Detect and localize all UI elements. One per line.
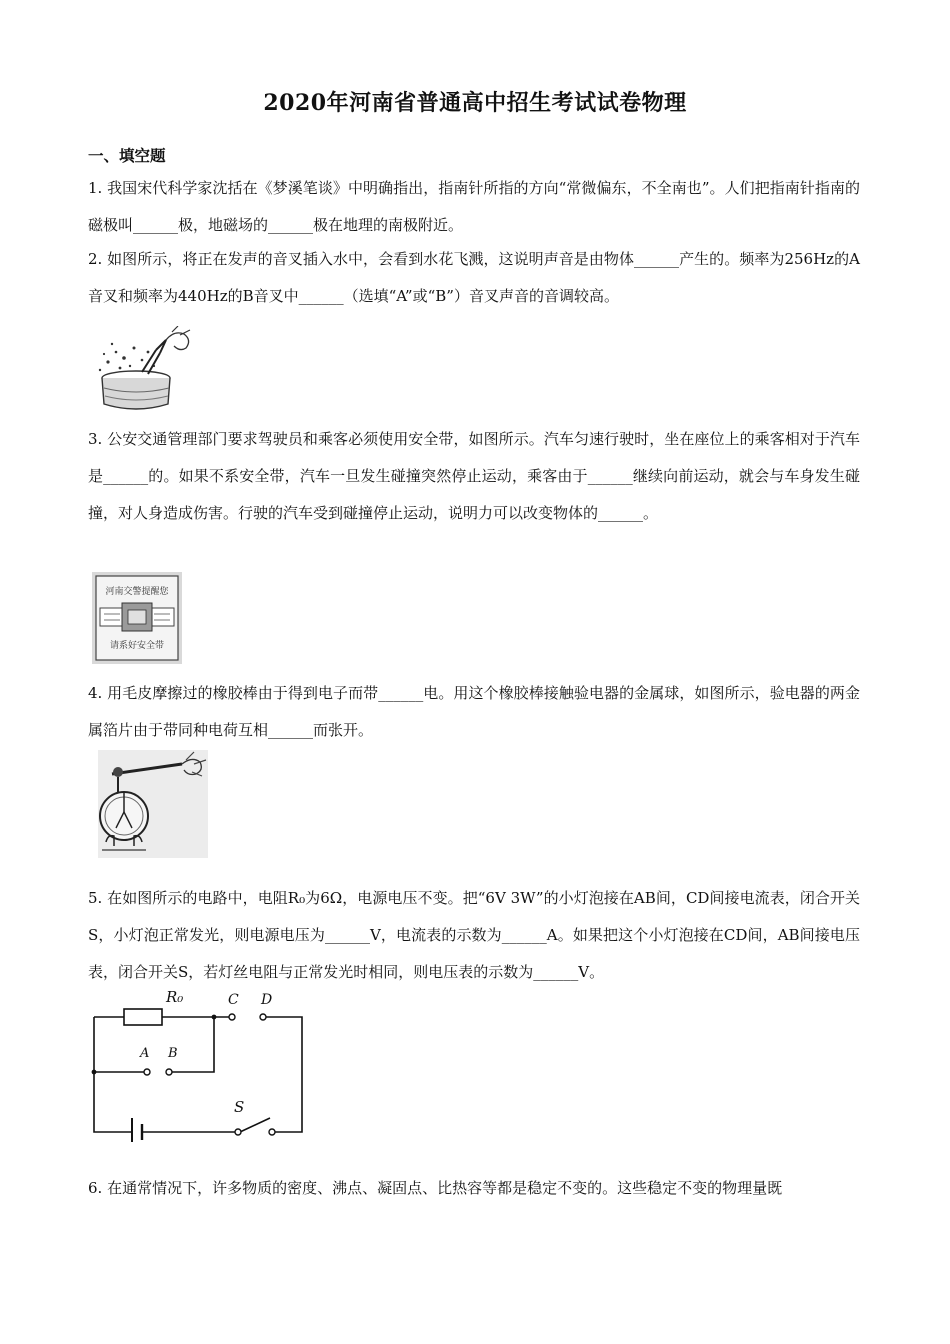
question-1: 1. 我国宋代科学家沈括在《梦溪笔谈》中明确指出，指南针所指的方向“常微偏东，不全南也”。人们把指南针指南的磁极叫______极，地磁场的______极在地理的南极附近。: [88, 179, 860, 234]
question-6: 6. 在通常情况下，许多物质的密度、沸点、凝固点、比热容等都是稳定不变的。这些稳定不变的物理量既: [88, 1179, 783, 1197]
seatbelt-figure: [92, 572, 182, 664]
page-title: 2020年河南省普通高中招生考试试卷物理: [263, 90, 687, 116]
electroscope-figure: [98, 750, 208, 858]
label-c: C: [228, 992, 239, 1008]
label-b: B: [168, 1046, 178, 1061]
label-s: S: [234, 1098, 245, 1116]
question-2: 2. 如图所示，将正在发声的音叉插入水中，会看到水花飞溅，这说明声音是由物体______产生的。频率为256Hz的A音叉和频率为440Hz的B音叉中______（选填“A”或“B”）音叉声音的音调较高。: [88, 250, 860, 305]
circuit-diagram: [84, 990, 314, 1142]
seatbelt-top-text: 河南交警提醒您: [105, 587, 169, 597]
seatbelt-bottom-text: 请系好安全带: [109, 641, 164, 651]
label-d: D: [261, 992, 273, 1008]
question-3: 3. 公安交通管理部门要求驾驶员和乘客必须使用安全带，如图所示。汽车匀速行驶时，坐在座位上的乘客相对于汽车是______的。如果不系安全带，汽车一旦发生碰撞突然停止运动，乘客由于______继续向前运动，就会与车身发生碰撞，对人身造成伤害。行驶的汽车受到碰撞停止运动，说明力可以改变物体的______。: [88, 430, 860, 522]
label-r0: R₀: [166, 988, 184, 1006]
section-heading: 一、填空题: [88, 146, 166, 165]
label-a: A: [140, 1046, 150, 1061]
question-5: 5. 在如图所示的电路中，电阻R₀为6Ω，电源电压不变。把“6V 3W”的小灯泡接在AB间，CD间接电流表，闭合开关S，小灯泡正常发光，则电源电压为______V，电流表的示数为______A。如果把这个小灯泡接在CD间，AB间接电压表，闭合开关S，若灯丝电阻与正常发光时相同，则电压表的示数为______V。: [88, 889, 860, 981]
question-4: 4. 用毛皮摩擦过的橡胶棒由于得到电子而带______电。用这个橡胶棒接触验电器的金属球，如图所示，验电器的两金属箔片由于带同种电荷互相______而张开。: [88, 684, 860, 739]
tuning-fork-figure: [94, 326, 196, 412]
resistor-r0: [124, 1009, 162, 1025]
